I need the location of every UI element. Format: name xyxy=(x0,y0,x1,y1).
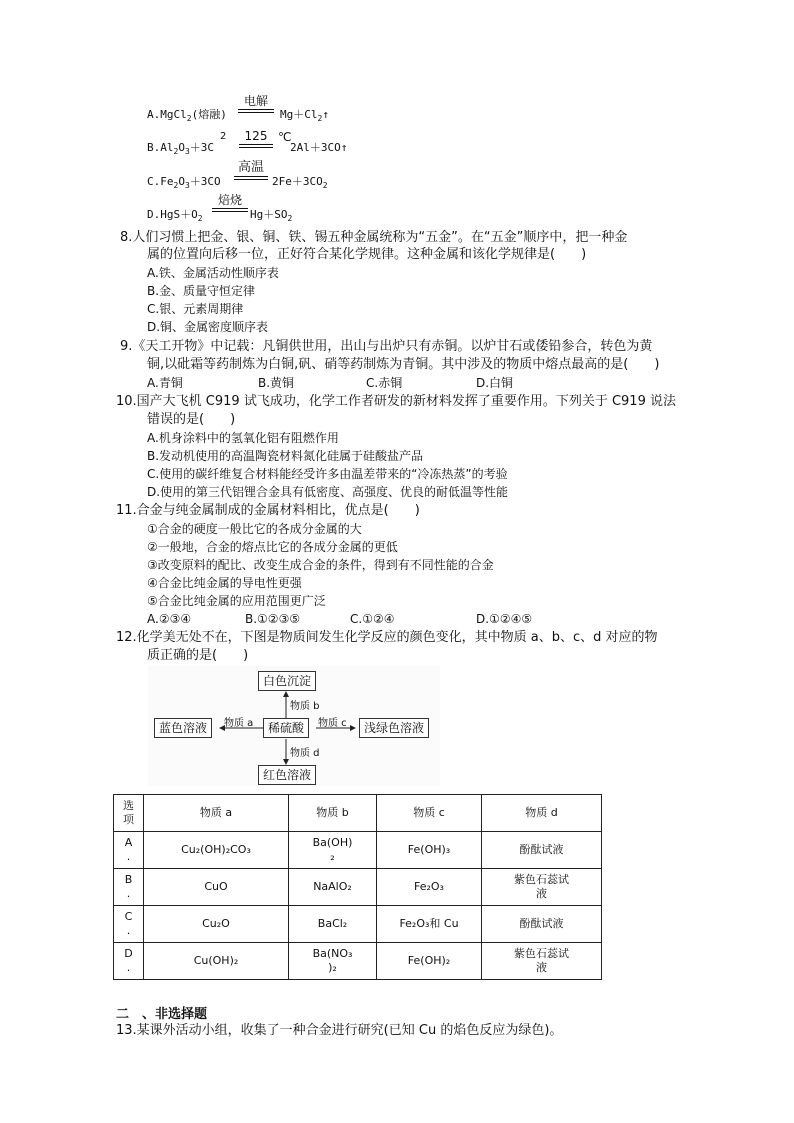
table-cell: NaAlO₂ xyxy=(289,869,377,906)
box-red-solution: 红色溶液 xyxy=(258,765,316,785)
label-substance-d: 物质 d xyxy=(290,748,320,759)
label-substance-c: 物质 c xyxy=(318,718,347,729)
table-cell: Cu₂O xyxy=(144,906,289,943)
q12-stem-2: 质正确的是( ) xyxy=(147,648,249,663)
label-substance-a: 物质 a xyxy=(224,718,254,729)
q10-option-d: D.使用的第三代铝锂合金具有低密度、高强度、优良的耐低温等性能 xyxy=(147,485,509,499)
table-cell: 酚酞试液 xyxy=(482,906,602,943)
q8-option-c: C.银、元素周期律 xyxy=(147,302,244,316)
q11-item-3: ③改变原料的配比、改变生成合金的条件，得到有不同性能的合金 xyxy=(147,558,494,572)
table-cell: D . xyxy=(114,943,144,980)
q7-option-a-product: $Mg+Cl_2↑$ xyxy=(280,108,329,124)
q7-option-b-condition: 125 xyxy=(239,129,273,148)
table-row xyxy=(114,832,602,869)
table-cell: C . xyxy=(114,906,144,943)
box-blue-solution: 蓝色溶液 xyxy=(154,718,212,738)
table-cell: Ba(NO₃ )₂ xyxy=(289,943,377,980)
table-cell: B . xyxy=(114,869,144,906)
q13-stem: 13.某课外活动小组，收集了一种合金进行研究(已知 Cu 的焰色反应为绿色)。 xyxy=(116,1023,563,1038)
q9-stem-2: 铜,以砒霜等药制炼为白铜,矾、硝等药制炼为青铜。其中涉及的物质中熔点最高的是( ) xyxy=(147,357,660,372)
q7-option-d: $D.HgS+O_2$ xyxy=(147,208,203,224)
table-cell: Fe₂O₃和 Cu xyxy=(377,906,482,943)
q7-option-c-product: $2Fe+3CO_2$ xyxy=(272,175,328,191)
table-cell: Ba(OH) ₂ xyxy=(289,832,377,869)
q7-option-a-condition: 电解 xyxy=(238,94,274,113)
q11-item-4: ④合金比纯金属的导电性更强 xyxy=(147,576,302,590)
q7-option-d-condition: 焙烧 xyxy=(212,193,248,212)
q12-stem-1: 12.化学美无处不在，下图是物质间发生化学反应的颜色变化，其中物质 a、b、c、d 对应的物 xyxy=(116,630,658,645)
q9-option-c: C.赤铜 xyxy=(366,376,403,390)
q7-option-b-product: 2Al＋3CO↑ xyxy=(290,141,348,154)
q11-option-a: A.②③④ xyxy=(147,612,192,626)
q7-option-b: $B.Al_2O_3+3C$ xyxy=(147,141,215,157)
q11-option-b: B.①②③⑤ xyxy=(245,612,301,626)
table-cell: CuO xyxy=(144,869,289,906)
q11-stem: 11.合金与纯金属制成的金属材料相比，优点是( ) xyxy=(116,503,420,518)
table-cell: 紫色石蕊试 液 xyxy=(482,869,602,906)
q9-stem-1: 9.《天工开物》中记载：凡铜供世用，出山与出炉只有赤铜。以炉甘石或倭铅参合，转色为黄 xyxy=(120,339,653,354)
table-cell: Fe(OH)₃ xyxy=(377,832,482,869)
table-header-cell: 物质 b xyxy=(289,795,377,832)
q7-option-a: A.MgCl$_2$(熔融) xyxy=(147,108,227,124)
table-row xyxy=(114,869,602,906)
table-cell: 酚酞试液 xyxy=(482,832,602,869)
q10-option-b: B.发动机使用的高温陶瓷材料氮化硅属于硅酸盐产品 xyxy=(147,449,424,463)
q9-option-a: A.青铜 xyxy=(147,376,183,390)
q8-stem-1: 8.人们习惯上把金、银、铜、铁、锡五种金属统称为“五金”。在“五金”顺序中，把一种金 xyxy=(120,230,628,245)
q9-option-d: D.白铜 xyxy=(476,376,514,390)
reaction-diagram xyxy=(148,666,440,786)
table-header-cell: 选 项 xyxy=(114,795,144,832)
q7-option-c: $C.Fe_2O_3+3CO$ xyxy=(147,175,221,191)
q9-option-b: B.黄铜 xyxy=(258,376,295,390)
table-header-cell: 物质 a xyxy=(144,795,289,832)
table-header-cell: 物质 d xyxy=(482,795,602,832)
q11-item-2: ②一般地，合金的熔点比它的各成分金属的更低 xyxy=(147,540,398,554)
table-cell: Cu₂(OH)₂CO₃ xyxy=(144,832,289,869)
q11-item-5: ⑤合金比纯金属的应用范围更广泛 xyxy=(147,594,326,608)
table-cell: Fe(OH)₂ xyxy=(377,943,482,980)
table-cell: Fe₂O₃ xyxy=(377,869,482,906)
q10-stem-2: 错误的是( ) xyxy=(147,412,236,427)
q8-option-d: D.铜、金属密度顺序表 xyxy=(147,320,269,334)
label-substance-b: 物质 b xyxy=(290,701,320,712)
table-cell: A . xyxy=(114,832,144,869)
table-row xyxy=(114,943,602,980)
table-cell: Cu(OH)₂ xyxy=(144,943,289,980)
q8-option-b: B.金、质量守恒定律 xyxy=(147,284,256,298)
q11-option-c: C.①②④ xyxy=(350,612,395,626)
table-cell: BaCl₂ xyxy=(289,906,377,943)
q7-option-d-product: $Hg+SO_2$ xyxy=(250,208,293,224)
section-heading: 二 、非选择题 xyxy=(116,1007,208,1022)
q11-option-d: D.①②④⑤ xyxy=(476,612,533,626)
table-row xyxy=(114,906,602,943)
box-white-precipitate: 白色沉淀 xyxy=(258,671,316,691)
table-header-row xyxy=(114,795,602,832)
table-cell: 紫色石蕊试 液 xyxy=(482,943,602,980)
q7-option-c-condition: 高温 xyxy=(234,161,268,180)
q11-item-1: ①合金的硬度一般比它的各成分金属的大 xyxy=(147,522,362,536)
q10-option-c: C.使用的碳纤维复合材料能经受许多由温差带来的“冷冻热蒸”的考验 xyxy=(147,467,508,481)
box-light-green-solution: 浅绿色溶液 xyxy=(359,718,429,738)
q8-option-a: A.铁、金属活动性顺序表 xyxy=(147,266,279,280)
box-dilute-sulfuric-acid: 稀硫酸 xyxy=(263,718,309,738)
table-header-cell: 物质 c xyxy=(377,795,482,832)
q7-option-b-unit: ℃ xyxy=(278,130,292,144)
q10-option-a: A.机身涂料中的氢氧化铝有阻燃作用 xyxy=(147,431,339,445)
options-table xyxy=(113,794,602,980)
q7-option-b-sup: 2 xyxy=(220,131,227,142)
q8-stem-2: 属的位置向后移一位，正好符合某化学规律。这种金属和该化学规律是( ) xyxy=(147,247,587,262)
q10-stem-1: 10.国产大飞机 C919 试飞成功，化学工作者研发的新材料发挥了重要作用。下列关于 C919 说法 xyxy=(116,394,676,409)
